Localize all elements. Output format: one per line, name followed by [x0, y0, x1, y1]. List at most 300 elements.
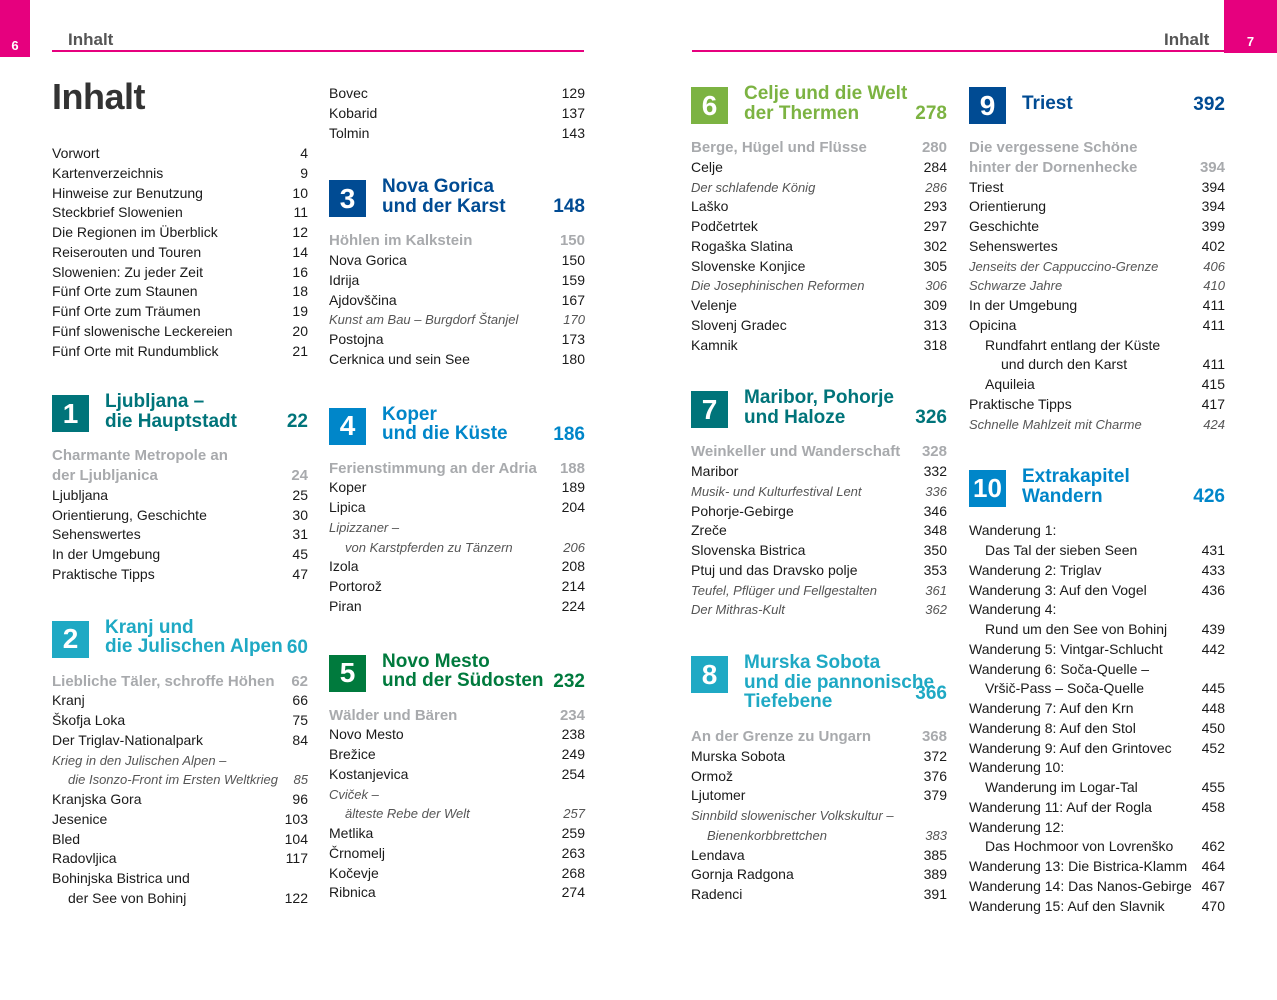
toc-entry-page: 448 [1201, 700, 1225, 716]
toc-entry-title: Orientierung [969, 198, 1047, 215]
toc-entry-page: 238 [561, 726, 585, 743]
toc-entry-page: 30 [292, 506, 308, 523]
toc-entry-page: 129 [561, 85, 585, 101]
toc-entry[interactable] [329, 824, 585, 844]
toc-entry-page: 353 [923, 561, 947, 578]
section-subtitle[interactable] [691, 138, 947, 158]
chapter-heading-10[interactable] [969, 467, 1225, 507]
toc-entry[interactable] [969, 257, 1225, 277]
toc-entry-page: 254 [561, 765, 585, 782]
toc-entry[interactable] [52, 691, 308, 711]
section-subtitle[interactable] [691, 727, 947, 747]
toc-entry-page: 159 [561, 271, 585, 288]
chapter-heading-9[interactable] [969, 84, 1225, 124]
toc-entry[interactable] [52, 223, 308, 243]
toc-entry-page: 332 [923, 463, 947, 479]
toc-entry[interactable] [329, 844, 585, 864]
toc-entry[interactable] [691, 257, 947, 277]
toc-entry[interactable] [52, 731, 308, 751]
toc-entry[interactable] [691, 541, 947, 561]
chapter-page: 60 [286, 636, 308, 658]
toc-entry-title: Kostanjevica [329, 765, 409, 782]
toc-entry-title: Schnelle Mahlzeit mit Charme [969, 416, 1142, 432]
toc-entry-title [969, 600, 1199, 640]
toc-entry[interactable] [52, 849, 308, 869]
toc-entry[interactable] [691, 521, 947, 541]
toc-entry[interactable] [969, 758, 1225, 798]
toc-entry[interactable] [691, 316, 947, 336]
toc-entry-title: Die Josephinischen Reformen [691, 278, 865, 294]
toc-entry-title: Podčetrtek [691, 218, 758, 234]
chapter-title: Triest [1022, 93, 1073, 114]
toc-entry[interactable] [52, 790, 308, 810]
toc-entry[interactable] [969, 640, 1225, 660]
chapter-heading-8[interactable] [691, 653, 947, 713]
section-subtitle-page: 188 [559, 459, 585, 477]
toc-entry[interactable] [691, 561, 947, 581]
toc-entry-title: Jesenice [52, 810, 108, 827]
toc-entry-title: Portorož [329, 578, 382, 594]
toc-entry[interactable] [969, 581, 1225, 601]
toc-entry[interactable] [969, 660, 1225, 700]
toc-entry-title: Wanderung 14: Das Nanos-Gebirge [969, 877, 1192, 894]
page-title: Inhalt [52, 76, 145, 117]
toc-entry-page: 394 [1201, 198, 1225, 215]
toc-entry[interactable] [969, 699, 1225, 719]
section-subtitle-page: 368 [921, 728, 947, 745]
toc-entry[interactable] [329, 557, 585, 577]
toc-entry[interactable] [329, 864, 585, 884]
toc-entry[interactable] [969, 521, 1225, 561]
toc-entry-page: 189 [561, 479, 585, 496]
toc-entry-title: Fünf Orte zum Träumen [52, 303, 201, 319]
toc-entry[interactable] [969, 316, 1225, 336]
chapter-number-badge: 4 [329, 408, 366, 445]
toc-entry[interactable] [329, 883, 585, 903]
toc-entry-title: Kunst am Bau – Burgdorf Štanjel [329, 312, 519, 328]
toc-entry[interactable] [691, 296, 947, 316]
chapter-number-badge: 1 [52, 395, 89, 432]
toc-entry[interactable] [52, 263, 308, 283]
toc-entry[interactable] [329, 597, 585, 617]
toc-entry-title: Slovenske Konjice [691, 257, 806, 274]
toc-entry[interactable] [691, 846, 947, 866]
toc-entry-title: Laško [691, 198, 729, 215]
toc-entry[interactable] [969, 877, 1225, 897]
toc-entry[interactable] [969, 296, 1225, 316]
toc-entry-title-line-1: Cviček – [329, 786, 379, 802]
toc-entry-title-line-1: Bohinjska Bistrica und [52, 870, 190, 886]
toc-entry-title: Pohorje-Gebirge [691, 502, 794, 519]
toc-entry-title: Škofja Loka [52, 712, 126, 728]
toc-entry[interactable] [329, 84, 585, 104]
section-subtitle[interactable] [691, 442, 947, 462]
left-header-label: Inhalt [68, 30, 114, 49]
chapter-number-badge: 5 [329, 655, 366, 692]
toc-entry[interactable] [691, 158, 947, 178]
toc-entry-title: Črnomelj [329, 844, 386, 861]
toc-entry[interactable] [691, 482, 947, 502]
toc-entry-page: 464 [1201, 858, 1225, 874]
toc-entry[interactable] [969, 857, 1225, 877]
toc-entry[interactable] [329, 478, 585, 498]
toc-entry[interactable] [52, 565, 308, 585]
toc-entry-title: Bled [52, 830, 81, 847]
toc-entry[interactable] [329, 785, 585, 825]
toc-entry[interactable] [52, 342, 308, 362]
toc-entry-page: 336 [925, 483, 947, 499]
toc-entry-title: Idrija [329, 271, 360, 288]
toc-entry[interactable] [691, 197, 947, 217]
toc-entry-page: 167 [561, 291, 585, 308]
chapter-page: 426 [1193, 486, 1225, 508]
toc-entry-title: Kočevje [329, 864, 379, 881]
chapter-title: Extrakapitel Wandern [1022, 466, 1130, 507]
toc-entry-page: 214 [561, 578, 585, 594]
section-subtitle-page: 150 [559, 232, 585, 250]
toc-entry-page: 180 [561, 350, 585, 367]
chapter-number-badge: 3 [329, 180, 366, 217]
toc-entry-title: Der Mithras-Kult [691, 602, 785, 618]
toc-column-2 [329, 84, 585, 903]
toc-entry[interactable] [691, 502, 947, 522]
toc-entry[interactable] [691, 767, 947, 787]
toc-entry[interactable] [969, 336, 1225, 376]
toc-entry-page: 204 [561, 499, 585, 515]
toc-entry-title: In der Umgebung [52, 546, 161, 562]
toc-entry-title: Wanderung 7: Auf den Krn [969, 700, 1134, 716]
chapter-title: Kranj und die Julischen Alpen [105, 616, 283, 657]
toc-entry[interactable] [969, 276, 1225, 296]
section-subtitle-page: 234 [559, 706, 585, 724]
toc-entry-page: 104 [284, 830, 308, 847]
section-subtitle[interactable] [52, 672, 308, 692]
toc-entry-title: Geschichte [969, 218, 1040, 234]
section-subtitle-text: Charmante Metropole an der Ljubljanica [52, 447, 228, 484]
toc-entry[interactable] [691, 276, 947, 296]
toc-entry[interactable] [691, 462, 947, 482]
toc-entry-title: Teufel, Pflüger und Fellgestalten [691, 582, 877, 598]
chapter-page: 392 [1193, 94, 1225, 115]
toc-entry[interactable] [691, 885, 947, 905]
toc-entry-page: 293 [923, 198, 947, 215]
toc-entry[interactable] [329, 350, 585, 370]
toc-entry-page: 431 [1201, 542, 1225, 558]
toc-entry-page: 433 [1201, 561, 1225, 578]
toc-entry-page: 436 [1201, 581, 1225, 598]
toc-entry-title: Ajdovščina [329, 291, 397, 308]
chapter-title: Ljubljana – die Hauptstadt [105, 391, 237, 432]
toc-entry-title: Brežice [329, 746, 376, 762]
toc-entry-title: Kobarid [329, 104, 378, 121]
section-subtitle[interactable] [969, 138, 1225, 178]
chapter-page: 186 [553, 423, 585, 445]
chapter-heading-1[interactable] [52, 392, 308, 432]
chapter-page: 22 [286, 411, 308, 433]
toc-entry-title: Postojna [329, 331, 384, 347]
toc-entry-page: 410 [1203, 278, 1225, 294]
toc-entry[interactable] [52, 243, 308, 263]
toc-entry-page: 10 [292, 184, 308, 201]
toc-entry[interactable] [52, 711, 308, 731]
toc-entry[interactable] [329, 124, 585, 144]
section-subtitle-text: Höhlen im Kalkstein [329, 232, 473, 250]
toc-entry-title: Izola [329, 558, 359, 575]
toc-entry[interactable] [691, 336, 947, 356]
toc-entry[interactable] [969, 897, 1225, 917]
toc-entry-page: 208 [561, 558, 585, 575]
toc-entry-page: 31 [292, 526, 308, 543]
toc-entry-title: Schwarze Jahre [969, 278, 1063, 294]
toc-entry-page: 18 [292, 283, 308, 300]
toc-entry[interactable] [52, 164, 308, 184]
toc-entry-title: Opicina [969, 316, 1017, 333]
toc-entry-page: 361 [925, 582, 947, 598]
toc-column-1 [52, 144, 308, 909]
toc-entry[interactable] [329, 745, 585, 765]
toc-entry-title: Piran [329, 597, 362, 614]
toc-entry[interactable] [329, 518, 585, 558]
toc-entry[interactable] [691, 581, 947, 601]
toc-entry-title: Wanderung 8: Auf den Stol [969, 719, 1136, 736]
chapter-heading-7[interactable] [691, 388, 947, 428]
toc-entry-page: 84 [292, 731, 308, 748]
toc-entry-page: 263 [561, 844, 585, 861]
toc-entry[interactable] [691, 747, 947, 767]
toc-entry[interactable] [52, 322, 308, 342]
toc-entry-page: 268 [561, 864, 585, 881]
toc-entry-page: 424 [1203, 416, 1225, 432]
toc-entry-page: 445 [1201, 680, 1225, 697]
toc-entry-title-line-1: Wanderung 10: [969, 759, 1065, 776]
section-subtitle[interactable] [329, 231, 585, 251]
toc-entry-title: Bovec [329, 85, 368, 101]
toc-entry-page: 318 [923, 336, 947, 353]
chapter-heading-4[interactable] [329, 405, 585, 445]
toc-entry-title: Cerknica und sein See [329, 350, 470, 367]
toc-entry-title: Sehenswertes [52, 526, 141, 543]
toc-entry-title: Reiserouten und Touren [52, 243, 202, 260]
toc-entry[interactable] [691, 600, 947, 620]
toc-entry[interactable] [329, 291, 585, 311]
toc-entry-page: 259 [561, 825, 585, 841]
toc-entry-title [52, 751, 282, 791]
toc-entry-title: Slovenj Gradec [691, 316, 787, 333]
toc-entry-title-line-1: Wanderung 1: [969, 522, 1057, 539]
section-subtitle-text: An der Grenze zu Ungarn [691, 728, 872, 745]
toc-entry-title: Aquileia [985, 376, 1035, 392]
toc-entry-title: Tolmin [329, 124, 370, 141]
toc-entry-title: Velenje [691, 297, 737, 313]
toc-entry-title: Wanderung 15: Auf den Slavnik [969, 897, 1165, 914]
toc-entry[interactable] [969, 739, 1225, 759]
toc-entry[interactable] [329, 577, 585, 597]
toc-entry-title-line-2: von Karstpferden zu Tänzern [345, 539, 513, 555]
toc-entry[interactable] [52, 282, 308, 302]
toc-entry-page: 96 [292, 791, 308, 807]
chapter-heading-3[interactable] [329, 177, 585, 217]
chapter-number-badge: 2 [52, 621, 89, 658]
toc-entry[interactable] [969, 395, 1225, 415]
toc-entry-title: Fünf slowenische Leckereien [52, 322, 233, 339]
chapter-number-badge: 8 [691, 656, 728, 693]
toc-entry-page: 450 [1201, 719, 1225, 736]
toc-entry[interactable] [969, 375, 1225, 395]
toc-entry[interactable] [969, 217, 1225, 237]
toc-entry[interactable] [691, 178, 947, 198]
toc-entry-page: 206 [563, 539, 585, 555]
right-header-label: Inhalt [1164, 30, 1210, 49]
toc-entry[interactable] [52, 486, 308, 506]
toc-entry-title: Wanderung 3: Auf den Vogel [969, 581, 1147, 598]
toc-entry-title: Wanderung 13: Die Bistrica-Klamm [969, 858, 1188, 874]
section-subtitle-text: Die vergessene Schöne hinter der Dornenhecke [969, 139, 1138, 176]
toc-entry-page: 143 [561, 124, 585, 141]
toc-entry[interactable] [969, 818, 1225, 858]
toc-entry[interactable] [969, 237, 1225, 257]
toc-entry[interactable] [691, 786, 947, 806]
toc-entry[interactable] [329, 310, 585, 330]
toc-entry-page: 284 [923, 158, 947, 175]
toc-entry-title [329, 518, 559, 558]
toc-entry-page: 346 [923, 502, 947, 519]
toc-entry-title: Rogaška Slatina [691, 237, 793, 254]
toc-entry-page: 350 [923, 542, 947, 558]
toc-entry[interactable] [52, 751, 308, 791]
toc-entry[interactable] [329, 271, 585, 291]
toc-entry[interactable] [52, 302, 308, 322]
toc-entry-title: Ljutomer [691, 787, 746, 804]
toc-entry-page: 442 [1201, 640, 1225, 657]
toc-entry-title-line-2: Bienenkorbbrettchen [707, 827, 827, 843]
section-subtitle[interactable] [329, 459, 585, 479]
toc-entry-page: 297 [923, 218, 947, 234]
chapter-page: 278 [915, 103, 947, 124]
left-header-rule [52, 50, 584, 52]
toc-entry[interactable] [52, 525, 308, 545]
toc-entry[interactable] [329, 725, 585, 745]
toc-entry-title: Novo Mesto [329, 726, 404, 743]
toc-entry-page: 348 [923, 522, 947, 539]
toc-entry-page: 286 [925, 179, 947, 195]
toc-entry[interactable] [52, 203, 308, 223]
toc-entry-title: Ormož [691, 767, 733, 784]
toc-entry[interactable] [691, 237, 947, 257]
toc-entry-title: Celje [691, 158, 723, 175]
section-subtitle[interactable] [329, 706, 585, 726]
section-subtitle-text: Ferienstimmung an der Adria [329, 459, 537, 477]
toc-entry-page: 402 [1201, 237, 1225, 254]
toc-entry-title: Kranj [52, 692, 85, 709]
toc-entry-page: 470 [1201, 897, 1225, 914]
chapter-title: Murska Sobota und die pannonische Tiefebene [744, 652, 935, 712]
toc-entry[interactable] [691, 217, 947, 237]
toc-entry[interactable] [691, 865, 947, 885]
toc-entry-title: Radovljica [52, 850, 117, 867]
toc-entry-page: 75 [292, 712, 308, 728]
toc-entry-page: 19 [292, 303, 308, 319]
toc-entry-page: 379 [923, 787, 947, 804]
toc-entry-title-line-2: Das Hochmoor von Lovrenško [985, 838, 1174, 855]
toc-entry-page: 439 [1201, 621, 1225, 637]
toc-entry[interactable] [329, 104, 585, 124]
toc-entry-title: Steckbrief Slowenien [52, 204, 183, 221]
toc-entry[interactable] [969, 600, 1225, 640]
toc-entry[interactable] [52, 869, 308, 909]
toc-column-3 [691, 84, 947, 905]
toc-entry-page: 399 [1201, 218, 1225, 234]
toc-entry-page: 462 [1201, 838, 1225, 855]
toc-entry-title: Wanderung 11: Auf der Rogla [969, 798, 1152, 815]
toc-entry-page: 417 [1201, 395, 1225, 412]
chapter-heading-2[interactable] [52, 618, 308, 658]
toc-entry[interactable] [969, 415, 1225, 435]
toc-entry-page: 394 [1201, 178, 1225, 195]
toc-entry-title-line-1: Lipizzaner – [329, 519, 400, 535]
section-subtitle[interactable] [52, 446, 308, 486]
toc-entry-title: Slowenien: Zu jeder Zeit [52, 263, 203, 280]
toc-entry[interactable] [52, 184, 308, 204]
toc-entry-page: 452 [1201, 739, 1225, 756]
toc-entry-title: Murska Sobota [691, 747, 786, 764]
toc-entry-title: Kartenverzeichnis [52, 164, 164, 181]
toc-entry-title: Fünf Orte zum Staunen [52, 283, 198, 300]
toc-entry-page: 122 [284, 889, 308, 906]
toc-entry[interactable] [969, 178, 1225, 198]
toc-entry-title: Vorwort [52, 145, 100, 161]
toc-entry-title: Triest [969, 178, 1004, 195]
toc-entry-page: 150 [561, 252, 585, 268]
toc-entry-title [969, 660, 1199, 700]
toc-entry-page: 372 [923, 747, 947, 764]
right-page-number: 7 [1246, 34, 1255, 49]
toc-entry[interactable] [329, 251, 585, 271]
toc-entry-title-line-1: Sinnbild slowenischer Volkskultur – [691, 808, 894, 823]
toc-entry-title: Der Triglav-Nationalpark [52, 731, 203, 748]
toc-entry-title-line-2: die Isonzo-Front im Ersten Weltkrieg [68, 772, 278, 788]
toc-entry[interactable] [969, 561, 1225, 581]
section-subtitle-text: Berge, Hügel und Flüsse [691, 139, 867, 156]
toc-entry[interactable] [52, 506, 308, 526]
toc-entry[interactable] [52, 545, 308, 565]
toc-entry-page: 25 [292, 486, 308, 503]
chapter-heading-6[interactable] [691, 84, 947, 124]
toc-entry[interactable] [691, 806, 947, 846]
section-subtitle-page: 328 [921, 443, 947, 461]
toc-entry[interactable] [329, 765, 585, 785]
toc-entry[interactable] [52, 144, 308, 164]
chapter-page: 326 [915, 407, 947, 429]
toc-entry[interactable] [969, 798, 1225, 818]
toc-entry[interactable] [969, 719, 1225, 739]
toc-entry[interactable] [52, 810, 308, 830]
chapter-heading-5[interactable] [329, 652, 585, 692]
toc-entry-page: 362 [925, 602, 947, 618]
toc-entry-title [329, 785, 559, 825]
toc-entry[interactable] [329, 498, 585, 518]
toc-entry-page: 411 [1202, 356, 1225, 373]
toc-entry[interactable] [52, 830, 308, 850]
toc-entry[interactable] [329, 330, 585, 350]
toc-entry-title-line-1: Wanderung 6: Soča-Quelle – [969, 660, 1150, 677]
toc-entry-title: Kamnik [691, 336, 738, 353]
chapter-title: Maribor, Pohorje und Haloze [744, 387, 894, 428]
toc-entry[interactable] [969, 197, 1225, 217]
toc-entry-title: Zreče [691, 522, 727, 539]
toc-entry-title: Radenci [691, 886, 743, 902]
toc-entry-title [691, 806, 921, 846]
toc-entry-page: 45 [292, 546, 308, 562]
